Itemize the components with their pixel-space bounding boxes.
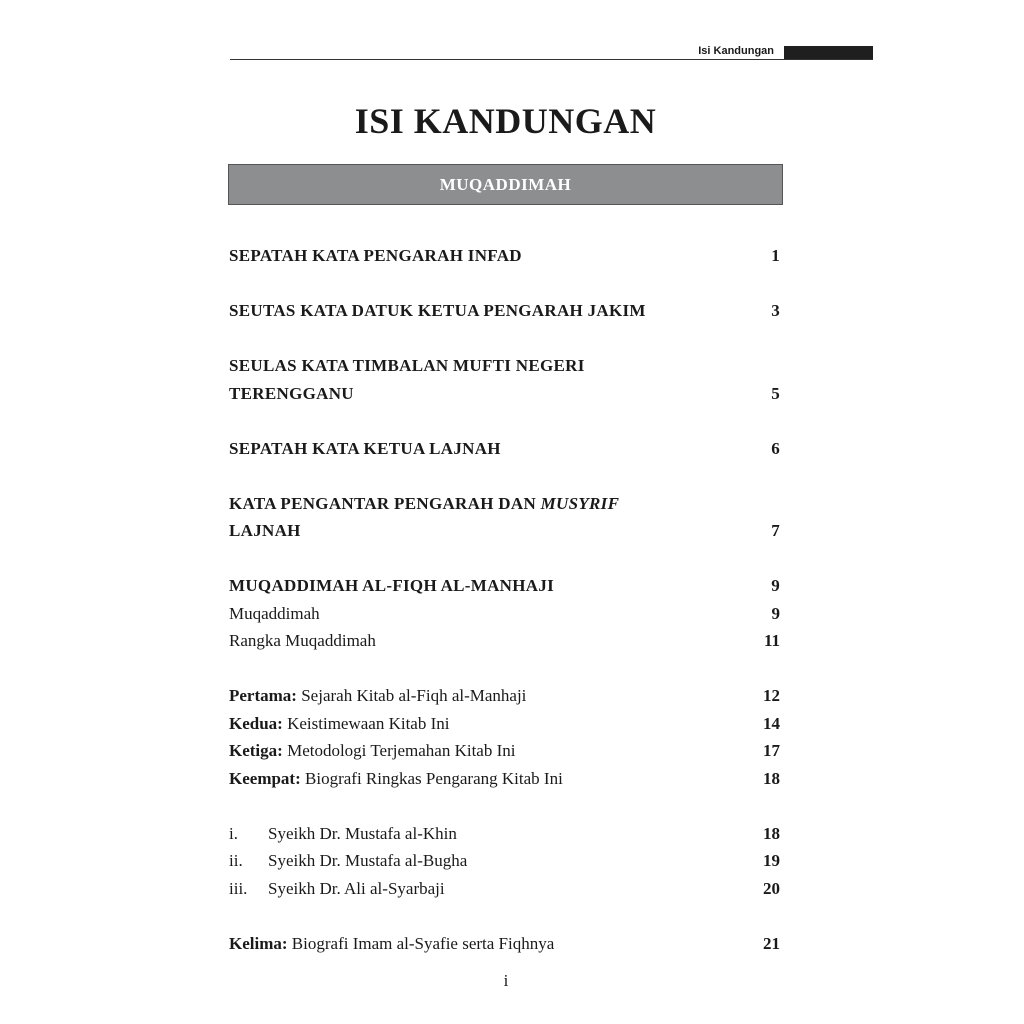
toc-entry-text: Syeikh Dr. Ali al-Syarbaji <box>268 878 445 898</box>
toc-entry[interactable] <box>229 490 780 545</box>
toc-entry-label: SEPATAH KATA PENGARAH INFAD <box>229 246 522 265</box>
toc-entry-label-line: LAJNAH <box>229 521 301 540</box>
running-head-bar <box>784 46 873 59</box>
toc-entry-label <box>229 682 750 710</box>
toc-entry-page: 11 <box>763 631 780 650</box>
toc-entry-label <box>229 820 750 848</box>
toc-entry-lead: Kedua: <box>229 713 283 733</box>
toc-entry-label-line: TERENGGANU <box>229 383 354 403</box>
toc-entry-number: iii. <box>229 878 248 898</box>
toc-entry[interactable] <box>229 930 780 958</box>
toc-entry[interactable] <box>229 710 780 738</box>
toc-entry-page: 14 <box>763 713 780 733</box>
toc-entry-label-italic: MUSYRIF <box>540 493 620 513</box>
toc-entry-label-line: SEULAS KATA TIMBALAN MUFTI NEGERI <box>229 356 585 375</box>
toc-entry[interactable] <box>229 737 780 765</box>
toc-entry[interactable] <box>229 847 780 875</box>
toc-entry[interactable] <box>229 820 780 848</box>
toc-entry-text: Biografi Ringkas Pengarang Kitab Ini <box>300 768 563 788</box>
toc-entry-label-line: KATA PENGANTAR PENGARAH DAN <box>229 493 541 513</box>
toc-entry-label: SEUTAS KATA DATUK KETUA PENGARAH JAKIM <box>229 301 646 320</box>
toc-entry[interactable] <box>229 682 780 710</box>
toc-entry-label <box>229 847 750 875</box>
toc-entry[interactable] <box>229 297 780 325</box>
toc-entry-label <box>229 710 750 738</box>
toc-entry-label: Muqaddimah <box>229 603 320 623</box>
toc-entry-text: Syeikh Dr. Mustafa al-Khin <box>268 823 457 843</box>
toc-entry-lead: Ketiga: <box>229 741 283 760</box>
section-banner: MUQADDIMAH <box>228 164 783 205</box>
toc-entry-lead: Keempat: <box>229 768 301 788</box>
toc-entry-page: 18 <box>763 823 780 843</box>
toc-entry-label: Rangka Muqaddimah <box>229 631 376 650</box>
toc-entry-page: 7 <box>771 521 780 540</box>
toc-entry-page: 9 <box>771 603 780 623</box>
toc-entry-label <box>229 875 750 903</box>
toc-entry-page: 6 <box>771 438 780 458</box>
toc-entry-label <box>229 352 750 407</box>
toc-entry-page: 17 <box>763 741 780 760</box>
toc-entry-text: Keistimewaan Kitab Ini <box>282 713 450 733</box>
running-head-rule <box>230 59 873 60</box>
toc-entry-page: 12 <box>763 686 780 705</box>
toc-entry-page: 9 <box>771 576 780 595</box>
toc-entry[interactable] <box>229 572 780 600</box>
toc-entry-label <box>229 930 750 958</box>
toc-entry-label <box>229 490 750 545</box>
toc-entry-text: Syeikh Dr. Mustafa al-Bugha <box>268 851 468 870</box>
toc-entry-number: i. <box>229 823 238 843</box>
toc-entry[interactable] <box>229 600 780 628</box>
toc-entry[interactable] <box>229 435 780 463</box>
toc-entry[interactable] <box>229 875 780 903</box>
toc-entry-text: Biografi Imam al-Syafie serta Fiqhnya <box>287 933 555 953</box>
toc-entry[interactable] <box>229 352 780 407</box>
toc-entry-number: ii. <box>229 851 243 870</box>
table-of-contents <box>229 242 780 957</box>
toc-entry-page: 20 <box>763 878 780 898</box>
toc-entry-text: Sejarah Kitab al-Fiqh al-Manhaji <box>296 686 527 705</box>
toc-entry-lead: Pertama: <box>229 686 297 705</box>
toc-entry-label <box>229 737 750 765</box>
toc-entry-page: 1 <box>771 246 780 265</box>
toc-entry[interactable] <box>229 627 780 655</box>
running-head-title: Isi Kandungan <box>698 45 774 57</box>
toc-entry-lead: Kelima: <box>229 933 288 953</box>
toc-entry[interactable] <box>229 765 780 793</box>
toc-entry-label <box>229 765 750 793</box>
toc-entry-page: 5 <box>771 383 780 403</box>
toc-entry[interactable] <box>229 242 780 270</box>
page-title: ISI KANDUNGAN <box>354 101 657 141</box>
toc-entry-label: MUQADDIMAH AL-FIQH AL-MANHAJI <box>229 576 555 595</box>
toc-entry-page: 19 <box>763 851 780 870</box>
toc-entry-label: SEPATAH KATA KETUA LAJNAH <box>229 438 501 458</box>
toc-entry-page: 18 <box>763 768 780 788</box>
toc-entry-page: 21 <box>763 933 780 953</box>
toc-entry-text: Metodologi Terjemahan Kitab Ini <box>282 741 516 760</box>
page-number: i <box>503 971 509 990</box>
toc-entry-page: 3 <box>771 301 780 320</box>
